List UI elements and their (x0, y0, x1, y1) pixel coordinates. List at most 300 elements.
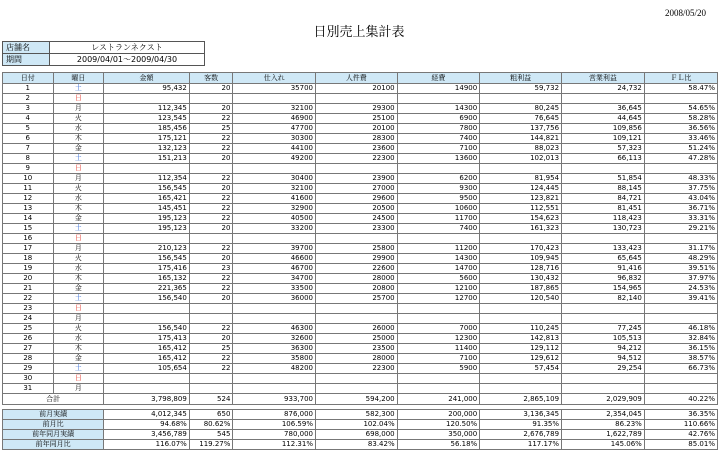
cell-purchases (233, 304, 316, 314)
cell-customers: 22 (189, 204, 233, 214)
total-purchases: 933,700 (233, 394, 316, 405)
cell-date: 9 (3, 164, 54, 174)
table-row (3, 334, 718, 344)
cell-date: 24 (3, 314, 54, 324)
cell-amount: 165,412 (104, 354, 190, 364)
cell-gross-profit: 161,323 (480, 224, 562, 234)
cell-amount: 185,456 (104, 124, 190, 134)
cell-customers: 22 (189, 244, 233, 254)
summary-row (3, 440, 718, 450)
cell-operating-profit (562, 164, 645, 174)
cell-date: 17 (3, 244, 54, 254)
cell-operating-profit: 88,145 (562, 184, 645, 194)
summary-purchases: 780,000 (233, 430, 316, 440)
cell-operating-profit (562, 94, 645, 104)
cell-amount: 175,416 (104, 264, 190, 274)
cell-expenses: 6200 (397, 174, 480, 184)
cell-operating-profit: 81,451 (562, 204, 645, 214)
cell-customers: 22 (189, 214, 233, 224)
cell-amount: 95,432 (104, 84, 190, 94)
cell-weekday: 土 (53, 154, 104, 164)
cell-labor: 29600 (316, 194, 398, 204)
cell-purchases: 33500 (233, 284, 316, 294)
summary-labor: 582,300 (316, 410, 398, 420)
col-header-weekday: 曜日 (53, 73, 104, 84)
table-row (3, 294, 718, 304)
cell-date: 3 (3, 104, 54, 114)
cell-fl-ratio: 39.41% (644, 294, 717, 304)
summary-label: 前年同月実績 (3, 430, 104, 440)
cell-gross-profit (480, 164, 562, 174)
cell-date: 19 (3, 264, 54, 274)
cell-date: 13 (3, 204, 54, 214)
cell-labor: 28000 (316, 354, 398, 364)
cell-amount (104, 234, 190, 244)
cell-gross-profit: 112,551 (480, 204, 562, 214)
cell-amount: 210,123 (104, 244, 190, 254)
cell-labor (316, 234, 398, 244)
total-labor: 594,200 (316, 394, 398, 405)
cell-gross-profit: 57,454 (480, 364, 562, 374)
summary-row (3, 430, 718, 440)
summary-labor: 102.04% (316, 420, 398, 430)
cell-gross-profit: 154,623 (480, 214, 562, 224)
table-row (3, 224, 718, 234)
cell-purchases: 32100 (233, 104, 316, 114)
table-row (3, 184, 718, 194)
cell-amount: 151,213 (104, 154, 190, 164)
total-fl-ratio: 40.22% (644, 394, 717, 405)
summary-labor: 83.42% (316, 440, 398, 450)
cell-amount: 175,413 (104, 334, 190, 344)
cell-purchases: 46700 (233, 264, 316, 274)
table-row (3, 304, 718, 314)
cell-customers (189, 94, 233, 104)
cell-fl-ratio (644, 94, 717, 104)
table-row (3, 164, 718, 174)
cell-date: 25 (3, 324, 54, 334)
cell-gross-profit: 144,821 (480, 134, 562, 144)
cell-customers (189, 384, 233, 394)
cell-operating-profit: 36,645 (562, 104, 645, 114)
cell-weekday: 土 (53, 294, 104, 304)
cell-amount: 156,545 (104, 254, 190, 264)
cell-operating-profit: 66,113 (562, 154, 645, 164)
summary-fl-ratio: 110.66% (644, 420, 717, 430)
cell-gross-profit: 129,112 (480, 344, 562, 354)
store-info-table (2, 41, 205, 66)
cell-operating-profit: 130,723 (562, 224, 645, 234)
cell-labor (316, 304, 398, 314)
cell-gross-profit: 124,445 (480, 184, 562, 194)
cell-fl-ratio: 54.65% (644, 104, 717, 114)
cell-amount (104, 304, 190, 314)
cell-purchases: 32600 (233, 334, 316, 344)
cell-expenses: 9300 (397, 184, 480, 194)
cell-operating-profit (562, 374, 645, 384)
table-row (3, 194, 718, 204)
cell-gross-profit (480, 314, 562, 324)
cell-weekday: 火 (53, 114, 104, 124)
summary-gross-profit: 2,676,789 (480, 430, 562, 440)
summary-fl-ratio: 85.01% (644, 440, 717, 450)
col-header-customers: 客数 (189, 73, 233, 84)
cell-operating-profit: 118,423 (562, 214, 645, 224)
summary-amount: 4,012,345 (104, 410, 190, 420)
table-row (3, 144, 718, 154)
cell-date: 20 (3, 274, 54, 284)
total-customers: 524 (189, 394, 233, 405)
cell-fl-ratio: 58.47% (644, 84, 717, 94)
cell-fl-ratio: 37.97% (644, 274, 717, 284)
cell-gross-profit (480, 234, 562, 244)
period-value: 2009/04/01～2009/04/30 (50, 54, 205, 66)
cell-operating-profit: 57,323 (562, 144, 645, 154)
cell-labor: 25800 (316, 244, 398, 254)
cell-amount: 165,421 (104, 194, 190, 204)
period-label: 期間 (3, 54, 50, 66)
table-row (3, 234, 718, 244)
cell-labor: 26000 (316, 324, 398, 334)
cell-expenses: 7400 (397, 224, 480, 234)
cell-date: 6 (3, 134, 54, 144)
cell-fl-ratio (644, 384, 717, 394)
cell-purchases: 30300 (233, 134, 316, 144)
cell-purchases (233, 384, 316, 394)
cell-date: 22 (3, 294, 54, 304)
cell-amount: 123,545 (104, 114, 190, 124)
col-header-fl-ratio: ＦＬ比 (644, 73, 717, 84)
cell-customers: 22 (189, 364, 233, 374)
cell-gross-profit: 130,432 (480, 274, 562, 284)
cell-date: 12 (3, 194, 54, 204)
table-row (3, 204, 718, 214)
cell-weekday: 木 (53, 274, 104, 284)
cell-expenses: 12700 (397, 294, 480, 304)
summary-customers: 80.62% (189, 420, 233, 430)
cell-weekday: 水 (53, 124, 104, 134)
cell-gross-profit: 142,813 (480, 334, 562, 344)
cell-expenses: 11400 (397, 344, 480, 354)
summary-label: 前月実績 (3, 410, 104, 420)
cell-date: 14 (3, 214, 54, 224)
cell-weekday: 金 (53, 284, 104, 294)
cell-date: 18 (3, 254, 54, 264)
cell-expenses (397, 94, 480, 104)
cell-customers (189, 234, 233, 244)
cell-operating-profit: 44,645 (562, 114, 645, 124)
total-gross-profit: 2,865,109 (480, 394, 562, 405)
total-expenses: 241,000 (397, 394, 480, 405)
table-row (3, 254, 718, 264)
col-header-purchases: 仕入れ (233, 73, 316, 84)
cell-amount: 156,540 (104, 324, 190, 334)
cell-customers: 20 (189, 334, 233, 344)
cell-operating-profit: 96,832 (562, 274, 645, 284)
cell-amount: 221,365 (104, 284, 190, 294)
cell-customers: 20 (189, 154, 233, 164)
cell-operating-profit (562, 304, 645, 314)
cell-purchases (233, 234, 316, 244)
cell-weekday: 木 (53, 204, 104, 214)
table-row (3, 374, 718, 384)
cell-customers (189, 164, 233, 174)
summary-purchases: 106.59% (233, 420, 316, 430)
cell-amount (104, 164, 190, 174)
summary-operating-profit: 2,354,045 (562, 410, 645, 420)
cell-expenses (397, 234, 480, 244)
cell-weekday: 水 (53, 194, 104, 204)
cell-date: 31 (3, 384, 54, 394)
cell-purchases: 41600 (233, 194, 316, 204)
cell-labor: 22600 (316, 264, 398, 274)
cell-expenses (397, 384, 480, 394)
cell-labor: 23300 (316, 224, 398, 234)
cell-weekday: 土 (53, 224, 104, 234)
cell-purchases (233, 164, 316, 174)
cell-fl-ratio: 36.15% (644, 344, 717, 354)
cell-expenses: 9500 (397, 194, 480, 204)
cell-weekday: 月 (53, 244, 104, 254)
cell-fl-ratio (644, 304, 717, 314)
summary-amount: 94.68% (104, 420, 190, 430)
report-title: 日別売上集計表 (313, 25, 405, 40)
cell-operating-profit: 133,423 (562, 244, 645, 254)
cell-purchases: 48200 (233, 364, 316, 374)
cell-customers: 22 (189, 324, 233, 334)
cell-expenses: 12100 (397, 284, 480, 294)
col-header-operating-profit: 営業利益 (562, 73, 645, 84)
cell-expenses: 7400 (397, 134, 480, 144)
cell-amount: 145,451 (104, 204, 190, 214)
cell-date: 23 (3, 304, 54, 314)
cell-labor: 29300 (316, 104, 398, 114)
cell-fl-ratio (644, 314, 717, 324)
cell-labor: 20800 (316, 284, 398, 294)
table-row (3, 104, 718, 114)
cell-fl-ratio: 36.71% (644, 204, 717, 214)
cell-amount: 165,132 (104, 274, 190, 284)
cell-date: 7 (3, 144, 54, 154)
table-row (3, 324, 718, 334)
cell-date: 5 (3, 124, 54, 134)
cell-customers (189, 304, 233, 314)
cell-operating-profit: 24,732 (562, 84, 645, 94)
cell-customers: 20 (189, 254, 233, 264)
cell-weekday: 木 (53, 134, 104, 144)
cell-expenses: 5900 (397, 364, 480, 374)
cell-gross-profit: 88,023 (480, 144, 562, 154)
table-row (3, 364, 718, 374)
cell-gross-profit: 123,821 (480, 194, 562, 204)
cell-date: 4 (3, 114, 54, 124)
cell-gross-profit (480, 374, 562, 384)
cell-amount: 195,123 (104, 214, 190, 224)
summary-expenses: 350,000 (397, 430, 480, 440)
cell-amount (104, 94, 190, 104)
cell-weekday: 日 (53, 164, 104, 174)
cell-labor (316, 314, 398, 324)
summary-row (3, 420, 718, 430)
cell-purchases: 39700 (233, 244, 316, 254)
summary-operating-profit: 145.06% (562, 440, 645, 450)
table-row (3, 284, 718, 294)
cell-fl-ratio: 66.73% (644, 364, 717, 374)
cell-gross-profit: 102,013 (480, 154, 562, 164)
cell-expenses: 7800 (397, 124, 480, 134)
cell-amount (104, 374, 190, 384)
cell-customers: 22 (189, 144, 233, 154)
table-row (3, 174, 718, 184)
cell-customers (189, 314, 233, 324)
cell-weekday: 日 (53, 94, 104, 104)
cell-operating-profit: 105,513 (562, 334, 645, 344)
store-label: 店舗名 (3, 42, 50, 54)
cell-expenses: 11200 (397, 244, 480, 254)
cell-labor (316, 374, 398, 384)
cell-customers: 22 (189, 134, 233, 144)
cell-amount: 132,123 (104, 144, 190, 154)
summary-expenses: 200,000 (397, 410, 480, 420)
cell-purchases: 35700 (233, 84, 316, 94)
cell-expenses: 6900 (397, 114, 480, 124)
cell-operating-profit: 77,245 (562, 324, 645, 334)
cell-weekday: 土 (53, 364, 104, 374)
cell-fl-ratio: 47.28% (644, 154, 717, 164)
total-row (3, 394, 718, 405)
col-header-labor: 人件費 (316, 73, 398, 84)
table-row (3, 314, 718, 324)
cell-labor (316, 94, 398, 104)
cell-date: 1 (3, 84, 54, 94)
cell-customers: 22 (189, 174, 233, 184)
cell-fl-ratio: 29.21% (644, 224, 717, 234)
summary-customers: 650 (189, 410, 233, 420)
summary-gross-profit: 91.35% (480, 420, 562, 430)
cell-gross-profit (480, 94, 562, 104)
table-row (3, 154, 718, 164)
cell-expenses: 13600 (397, 154, 480, 164)
cell-operating-profit (562, 314, 645, 324)
cell-labor: 25700 (316, 294, 398, 304)
cell-labor: 27000 (316, 184, 398, 194)
cell-gross-profit: 187,865 (480, 284, 562, 294)
cell-operating-profit: 82,140 (562, 294, 645, 304)
col-header-date: 日付 (3, 73, 54, 84)
cell-date: 16 (3, 234, 54, 244)
cell-weekday: 金 (53, 144, 104, 154)
cell-date: 15 (3, 224, 54, 234)
cell-gross-profit: 76,645 (480, 114, 562, 124)
cell-customers: 20 (189, 224, 233, 234)
cell-fl-ratio: 24.53% (644, 284, 717, 294)
summary-label: 前年同月比 (3, 440, 104, 450)
cell-weekday: 金 (53, 214, 104, 224)
cell-operating-profit: 65,645 (562, 254, 645, 264)
cell-labor: 23900 (316, 174, 398, 184)
cell-customers: 25 (189, 344, 233, 354)
cell-amount: 156,540 (104, 294, 190, 304)
cell-customers (189, 374, 233, 384)
cell-fl-ratio: 37.75% (644, 184, 717, 194)
cell-labor: 23500 (316, 344, 398, 354)
cell-labor: 28300 (316, 134, 398, 144)
cell-purchases (233, 374, 316, 384)
cell-customers: 20 (189, 184, 233, 194)
table-row (3, 274, 718, 284)
table-row (3, 94, 718, 104)
cell-amount: 175,121 (104, 134, 190, 144)
cell-date: 10 (3, 174, 54, 184)
cell-expenses: 5600 (397, 274, 480, 284)
cell-purchases: 32100 (233, 184, 316, 194)
cell-labor: 23600 (316, 144, 398, 154)
cell-date: 11 (3, 184, 54, 194)
cell-customers: 22 (189, 194, 233, 204)
cell-expenses: 10600 (397, 204, 480, 214)
cell-gross-profit: 120,540 (480, 294, 562, 304)
cell-fl-ratio: 31.17% (644, 244, 717, 254)
cell-date: 2 (3, 94, 54, 104)
cell-labor (316, 164, 398, 174)
cell-fl-ratio: 36.56% (644, 124, 717, 134)
col-header-expenses: 経費 (397, 73, 480, 84)
cell-labor: 25100 (316, 114, 398, 124)
cell-purchases: 40500 (233, 214, 316, 224)
cell-fl-ratio: 48.29% (644, 254, 717, 264)
summary-operating-profit: 1,622,789 (562, 430, 645, 440)
cell-purchases (233, 314, 316, 324)
cell-weekday: 木 (53, 344, 104, 354)
cell-fl-ratio: 38.57% (644, 354, 717, 364)
cell-purchases: 32900 (233, 204, 316, 214)
cell-expenses: 14700 (397, 264, 480, 274)
cell-gross-profit: 170,423 (480, 244, 562, 254)
summary-labor: 698,000 (316, 430, 398, 440)
cell-expenses (397, 314, 480, 324)
cell-labor: 20100 (316, 84, 398, 94)
cell-expenses: 7100 (397, 144, 480, 154)
cell-purchases: 46900 (233, 114, 316, 124)
cell-amount: 156,545 (104, 184, 190, 194)
summary-fl-ratio: 36.35% (644, 410, 717, 420)
cell-amount: 105,654 (104, 364, 190, 374)
cell-labor: 24500 (316, 214, 398, 224)
cell-labor: 29900 (316, 254, 398, 264)
cell-operating-profit: 94,512 (562, 354, 645, 364)
cell-fl-ratio: 46.18% (644, 324, 717, 334)
cell-customers: 20 (189, 104, 233, 114)
table-row (3, 134, 718, 144)
cell-expenses (397, 374, 480, 384)
cell-purchases: 47700 (233, 124, 316, 134)
cell-weekday: 火 (53, 254, 104, 264)
cell-fl-ratio: 43.04% (644, 194, 717, 204)
cell-date: 29 (3, 364, 54, 374)
cell-fl-ratio: 51.24% (644, 144, 717, 154)
cell-purchases: 49200 (233, 154, 316, 164)
summary-amount: 3,456,789 (104, 430, 190, 440)
cell-weekday: 月 (53, 384, 104, 394)
table-row (3, 384, 718, 394)
table-row (3, 84, 718, 94)
cell-purchases: 46600 (233, 254, 316, 264)
cell-labor: 28000 (316, 274, 398, 284)
cell-expenses: 7100 (397, 354, 480, 364)
cell-operating-profit: 29,254 (562, 364, 645, 374)
table-header-row (3, 73, 718, 84)
cell-customers: 25 (189, 124, 233, 134)
